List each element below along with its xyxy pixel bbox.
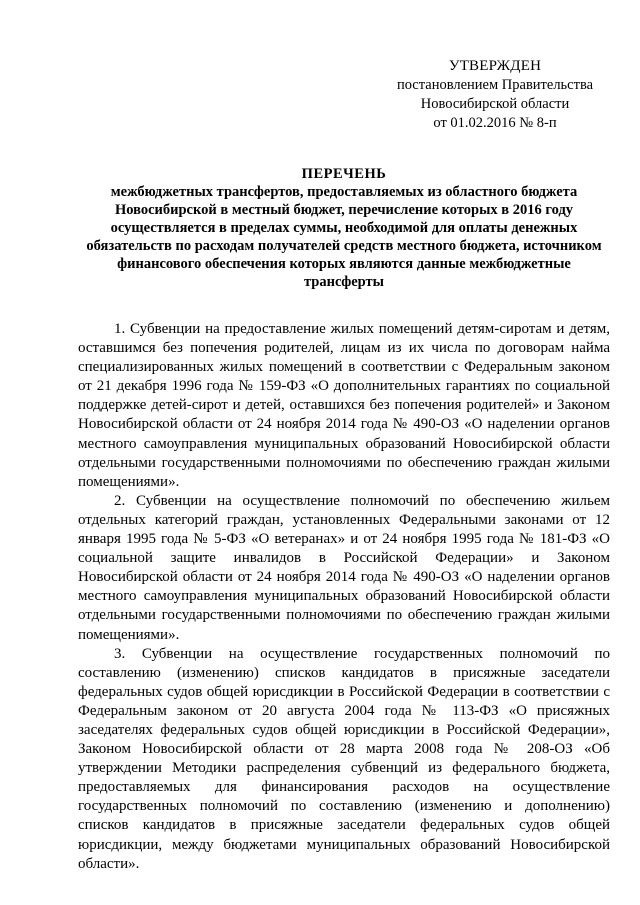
approval-line: постановлением Правительства bbox=[396, 77, 594, 93]
approval-block bbox=[380, 57, 610, 133]
document-title-block bbox=[78, 165, 610, 291]
document-heading: ПЕРЕЧЕНЬ bbox=[301, 166, 387, 182]
approval-date-number: от 01.02.2016 № 8-п bbox=[433, 115, 557, 131]
list-item: 2. Субвенции на осуществление полномочий по обеспечению жильем отдельных категорий граждан, установленных Федеральными законами от 12 января 1995 года № 5-ФЗ «О ветеранах» и от 24 ноября 1995 года № 181-ФЗ «О социальной защите инвалидов в Российской Федерации» и Законом Новосибирской области от 24 ноября 2014 года № 490-ОЗ «О наделении органов местного самоуправления муниципальных образований Новосибирской области отдельными государственными полномочиями по обеспечению граждан жилыми помещениями». bbox=[78, 492, 610, 643]
list-item: 1. Субвенции на предоставление жилых помещений детям-сиротам и детям, оставшимся без попечения родителей, лицам из их числа по договорам найма специализированных жилых помещений в соответствии с Федеральным законом от 21 декабря 1996 года № 159-ФЗ «О дополнительных гарантиях по социальной поддержке детей-сирот и детей, оставшихся без попечения родителей» и Законом Новосибирской области от 24 ноября 2014 года № 490-ОЗ «О наделении органов местного самоуправления муниципальных образований Новосибирской области отдельными государственными полномочиями по обеспечению граждан жилыми помещениями». bbox=[78, 321, 610, 490]
document-subtitle: межбюджетных трансфертов, предоставляемых из областного бюджета Новосибирской в местный бюджет, перечисление которых в 2016 году осуществляется в пределах суммы, необходимой для оплаты денежных обязательств по расходам получателей средств местного бюджета, источником финансового обеспечения которых являются данные межбюджетные трансферты bbox=[86, 184, 602, 290]
list-item: 3. Субвенции на осуществление государственных полномочий по составлению (изменению) списков кандидатов в присяжные заседатели федеральных судов общей юрисдикции в Российской Федерации в соответствии с Федеральным законом от 20 августа 2004 года № 113-ФЗ «О присяжных заседателях федеральных судов общей юрисдикции в Российской Федерации», Законом Новосибирской области от 28 марта 2008 года № 208-ОЗ «Об утверждении Методики распределения субвенций из федерального бюджета, предоставляемых для финансирования расходов на осуществление государственных полномочий по составлению (изменению и дополнению) списков кандидатов в присяжные заседатели федеральных судов общей юрисдикции, между бюджетами муниципальных образований Новосибирской области». bbox=[78, 645, 610, 872]
approval-stamp: УТВЕРЖДЕН bbox=[448, 58, 542, 74]
document-body bbox=[78, 320, 610, 874]
approval-line: Новосибирской области bbox=[420, 96, 570, 112]
